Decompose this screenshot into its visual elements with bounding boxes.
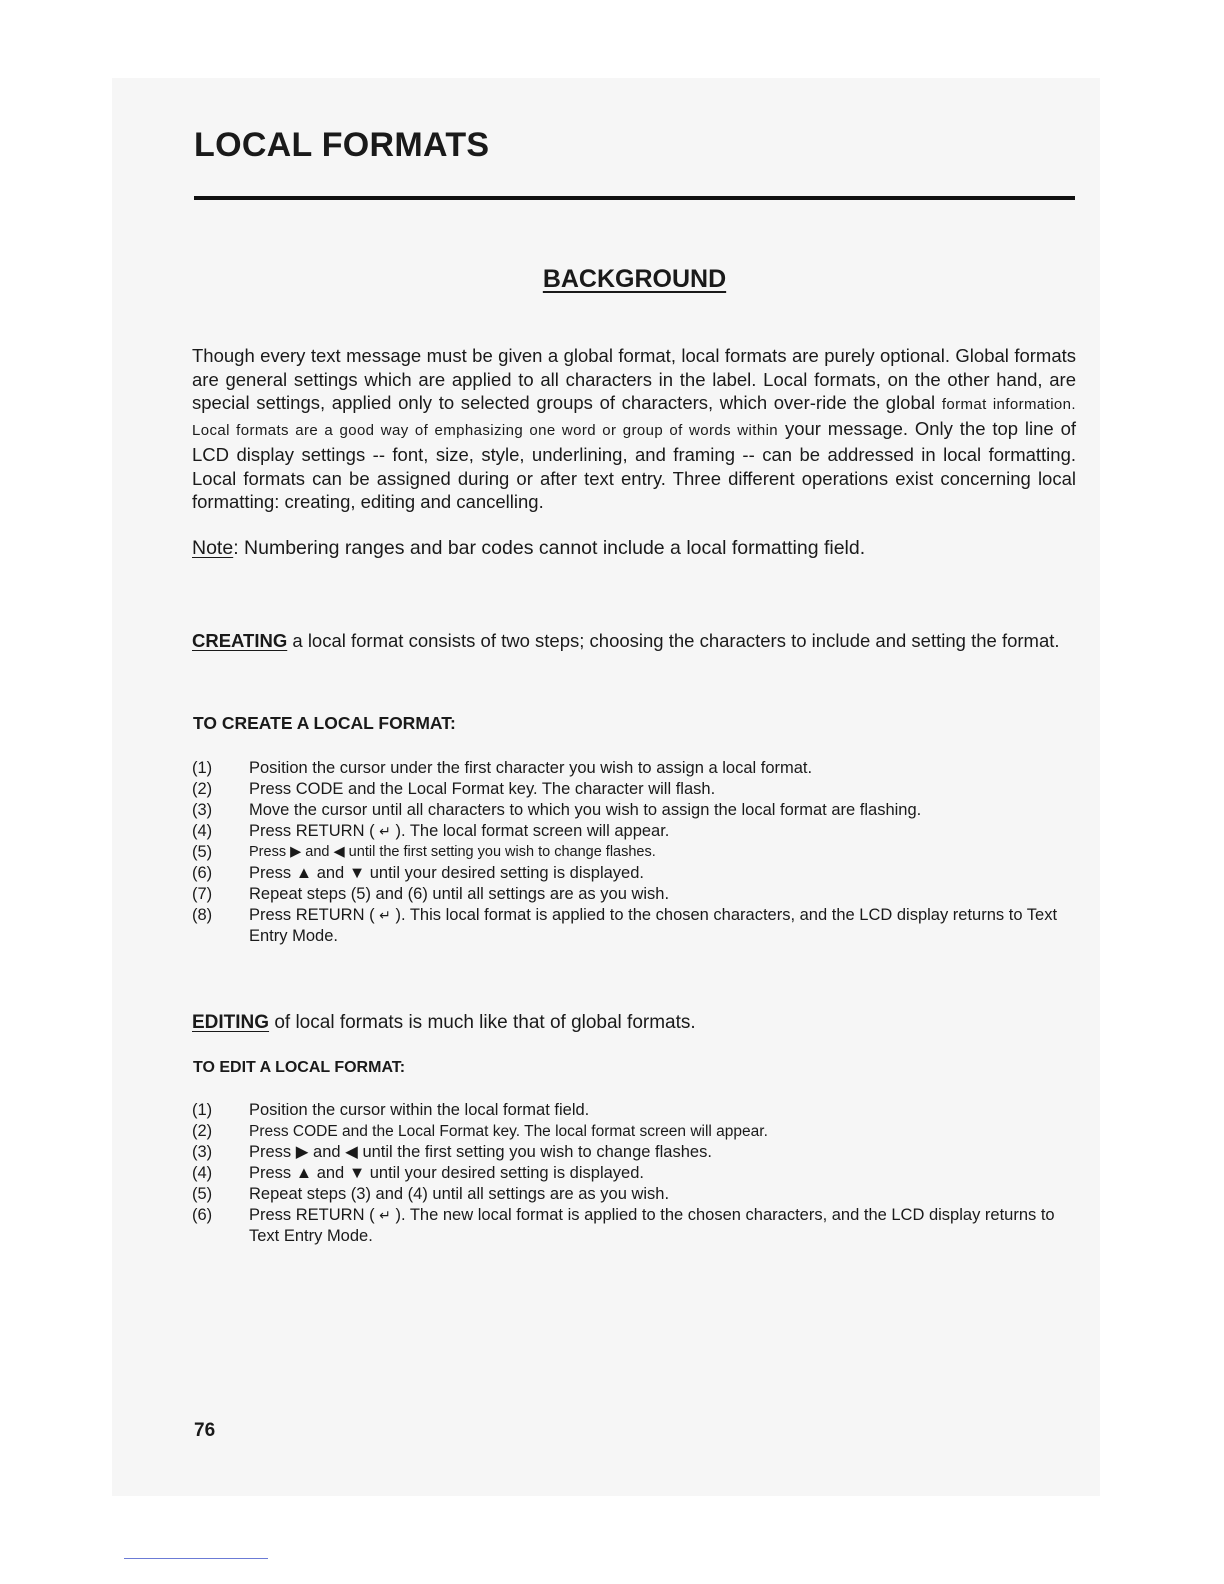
creating-text: a local format consists of two steps; choosing the characters to include and setting the format. (287, 630, 1060, 651)
down-arrow-icon: ▼ (348, 864, 366, 882)
right-arrow-icon: ▶ (295, 1143, 309, 1161)
list-item: (4) Press ▲ and ▼ until your desired setting is displayed. (192, 1164, 644, 1182)
down-arrow-icon: ▼ (348, 1164, 366, 1182)
up-arrow-icon: ▲ (295, 1164, 313, 1182)
editing-keyword: EDITING (192, 1012, 270, 1033)
intro-text-2: format information. Local formats are a good way of emphasizing one word or group of words within (192, 396, 1076, 440)
list-item: (7) Repeat steps (5) and (6) until all settings are as you wish. (192, 885, 670, 903)
list-item: (1) Position the cursor within the local format field. (192, 1101, 590, 1119)
list-item: (4) Press RETURN ( ↵ ). The local format screen will appear. (192, 822, 670, 840)
list-item: (2) Press CODE and the Local Format key. The local format screen will appear. (192, 1122, 768, 1140)
list-item: (2) Press CODE and the Local Format key. The character will flash. (192, 780, 716, 798)
list-item: (8) Press RETURN ( ↵ ). This local format is applied to the chosen characters, and the LCD display returns to Text Entry Mode. (192, 906, 1058, 945)
footer-rule (124, 1558, 268, 1559)
return-key-icon: ↵ (379, 823, 391, 839)
up-arrow-icon: ▲ (295, 864, 313, 882)
create-steps (192, 758, 1076, 947)
list-item: (5) Press ▶ and ◀ until the first setting you wish to change flashes. (192, 843, 656, 861)
editing-text: of local formats is much like that of global formats. (269, 1012, 696, 1033)
list-item: (3) Press ▶ and ◀ until the first setting you wish to change flashes. (192, 1143, 712, 1161)
edit-heading: TO EDIT A LOCAL FORMAT: (193, 1059, 406, 1076)
page-title: LOCAL FORMATS (194, 126, 490, 164)
note-text: : Numbering ranges and bar codes cannot include a local formatting field. (233, 537, 866, 559)
title-divider (194, 196, 1075, 200)
list-item: (6) Press RETURN ( ↵ ). The new local format is applied to the chosen characters, and the LCD display returns to Text Entry Mode. (192, 1206, 1055, 1245)
left-arrow-icon: ◀ (345, 1143, 358, 1161)
list-item: (5) Repeat steps (3) and (4) until all settings are as you wish. (192, 1185, 670, 1203)
note-label: Note (192, 537, 234, 559)
list-item: (6) Press ▲ and ▼ until your desired setting is displayed. (192, 864, 644, 882)
creating-intro (192, 628, 1076, 654)
list-item: (3) Move the cursor until all characters to which you wish to assign the local format are flashing. (192, 801, 922, 819)
create-heading: TO CREATE A LOCAL FORMAT: (193, 713, 456, 733)
page-number: 76 (194, 1420, 216, 1441)
return-key-icon: ↵ (379, 1207, 391, 1223)
return-key-icon: ↵ (379, 907, 391, 923)
left-arrow-icon: ◀ (333, 844, 345, 860)
editing-intro (192, 1010, 1076, 1036)
right-arrow-icon: ▶ (290, 844, 302, 860)
intro-text-3: your message. Only the top line of LCD display settings -- font, size, style, underlining, and framing -- can be addressed in local formatting. Local formats can be assigned during or after text entry. Three different operations exist concerning local formatting: creating, editing and cancelling. (192, 418, 1077, 513)
creating-keyword: CREATING (192, 630, 288, 651)
edit-steps (192, 1100, 1076, 1247)
intro-text-1: Though every text message must be given a global format, local formats are purely optional. Global formats are general settings which are applied to all characters in the label. Local formats, on the other hand, are special settings, applied only to selected groups of characters, which over-ride the global (192, 345, 1076, 414)
intro-paragraph (192, 344, 1076, 514)
section-heading-background: BACKGROUND (542, 265, 727, 293)
list-item: (1) Position the cursor under the first character you wish to assign a local format. (192, 759, 813, 777)
note (192, 536, 1076, 560)
